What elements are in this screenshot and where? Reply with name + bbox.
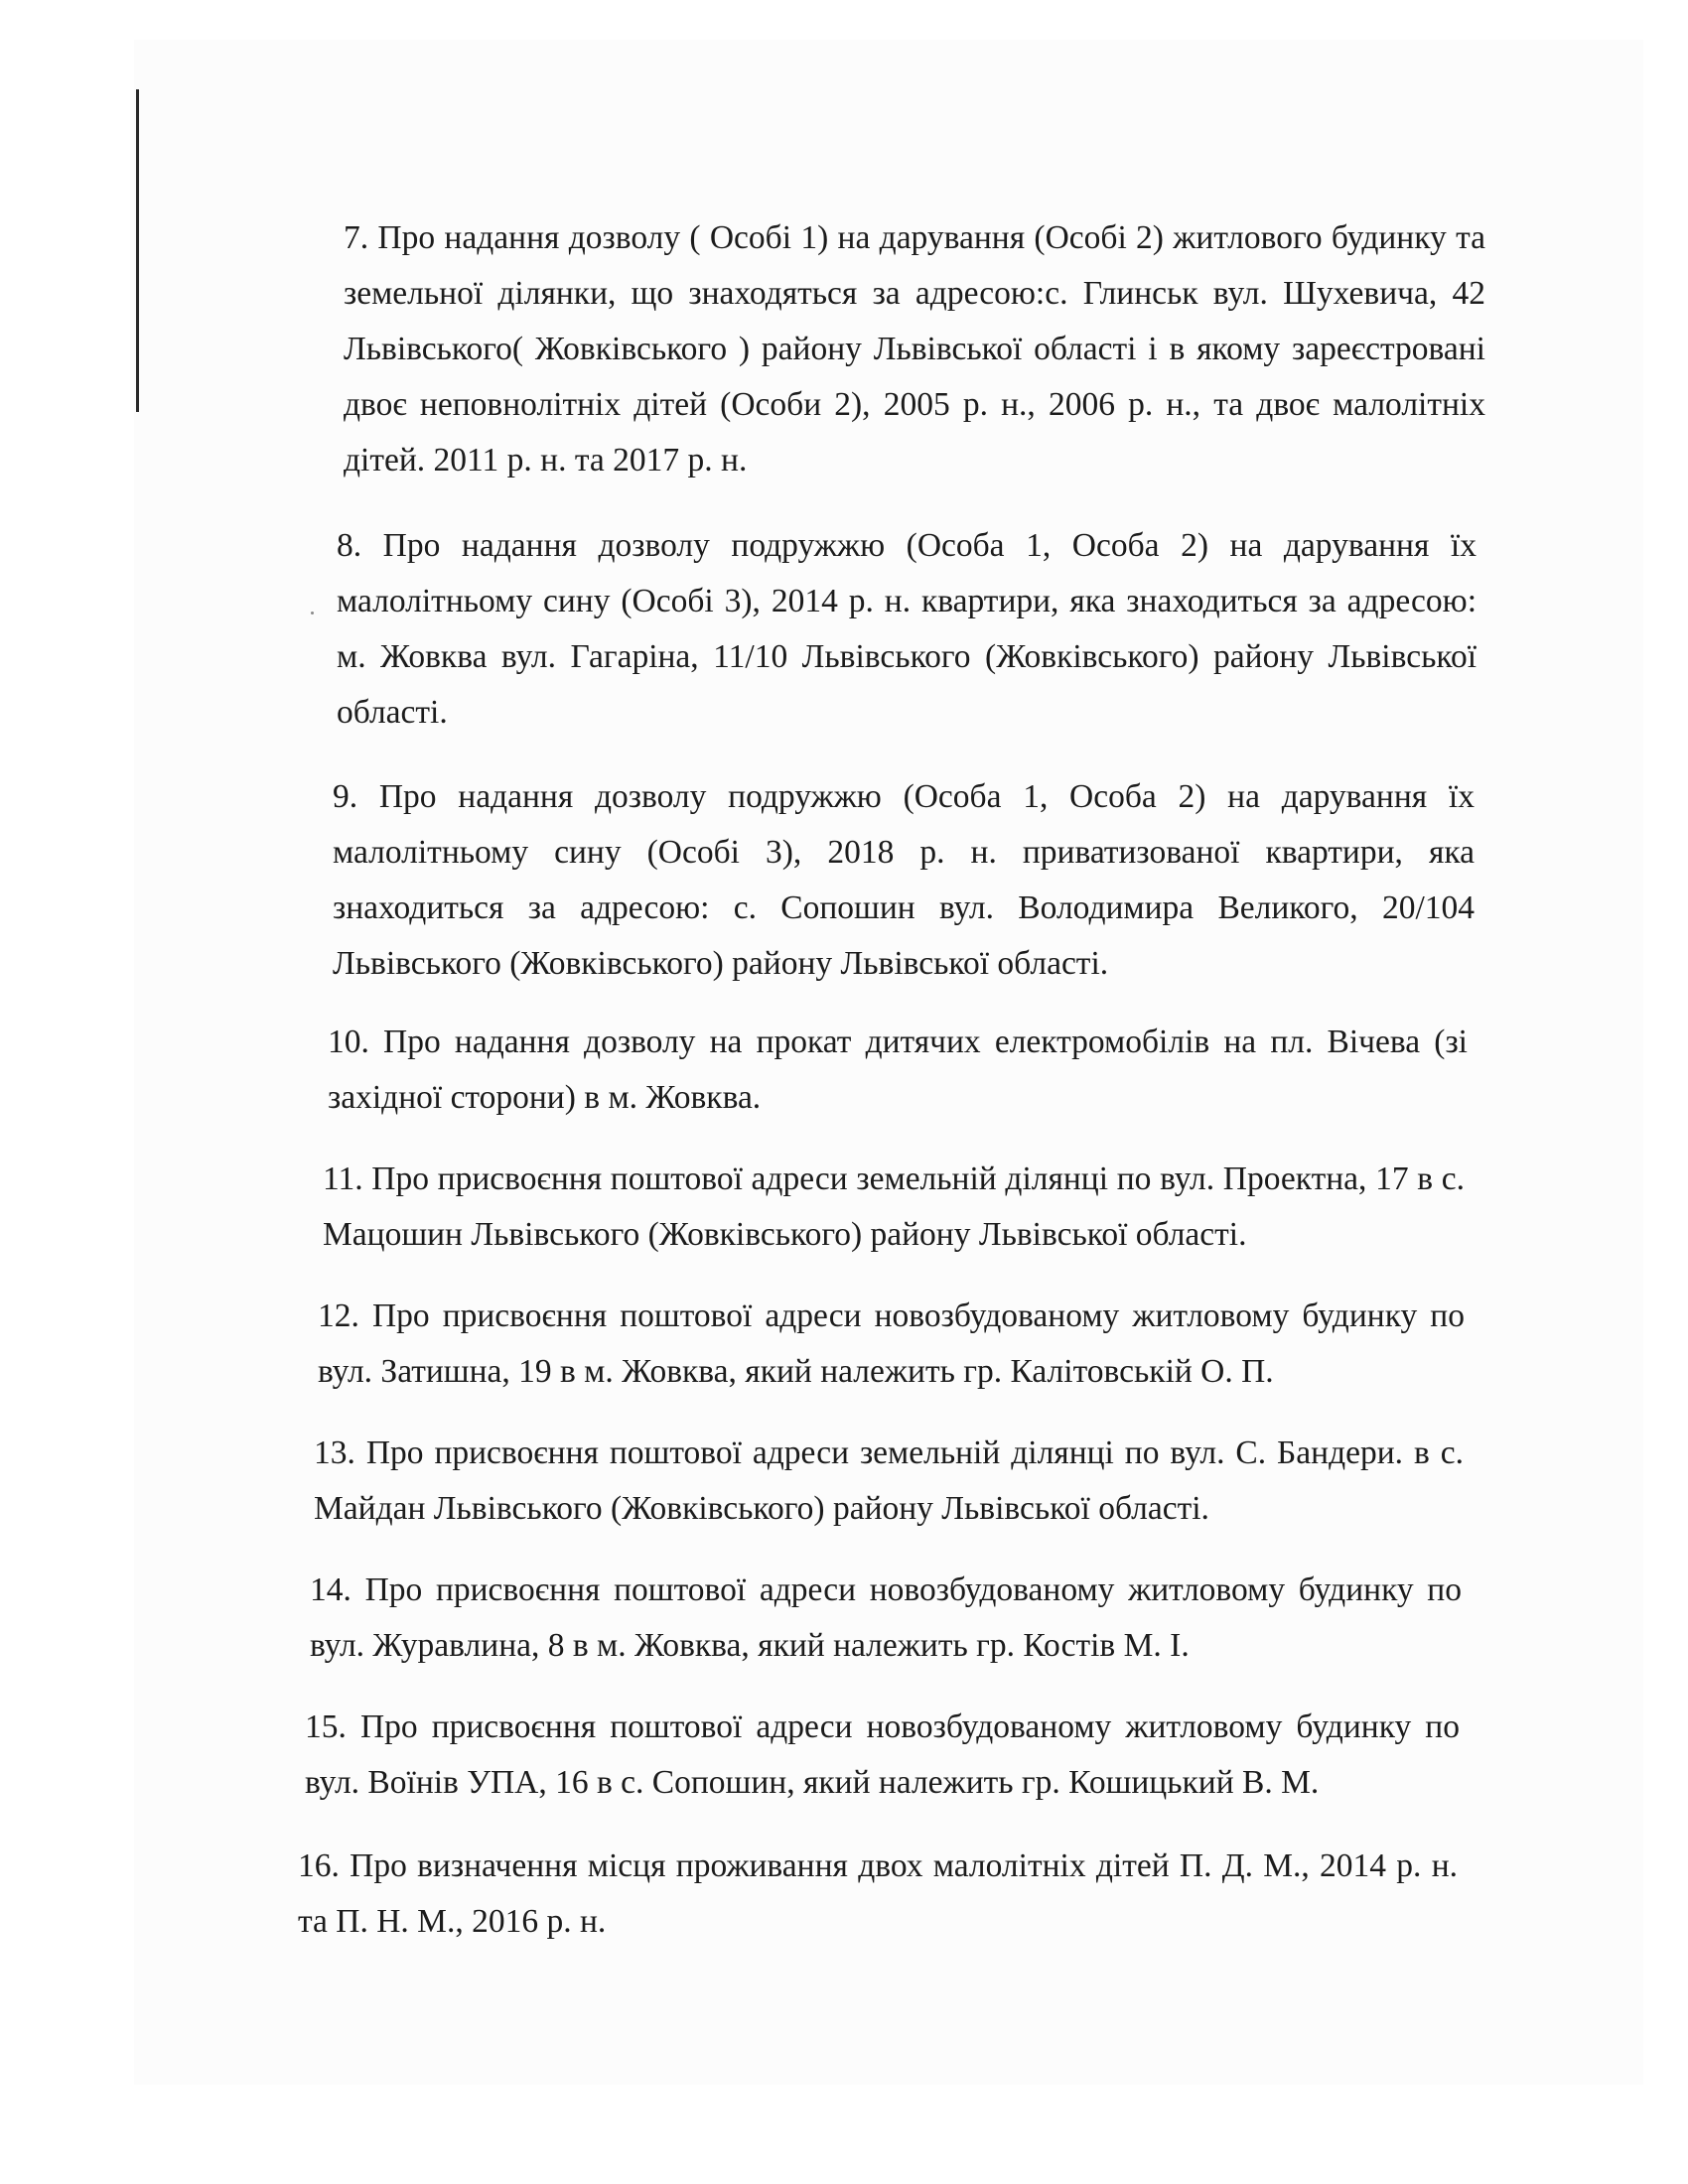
agenda-item-9: 9. Про надання дозволу подружжю (Особа 1, Особа 2) на дарування їх малолітньому сину (Особі 3), 2018 р. н. приватизованої квартири, яка знаходиться за адресою: с. Сопошин вул. Володимира Великого, 20/104 Львівського (Жовківського) району Львівської області. xyxy=(333,778,1475,982)
agenda-item-14: 14. Про присвоєння поштової адреси новозбудованому житловому будинку по вул. Журавлина, 8 в м. Жовква, який належить гр. Костів М. І. xyxy=(310,1571,1462,1664)
agenda-item-10: 10. Про надання дозволу на прокат дитячих електромобілів на пл. Вічева (зі західної сторони) в м. Жовква. xyxy=(328,1024,1468,1116)
agenda-item-16: 16. Про визначення місця проживання двох малолітніх дітей П. Д. М., 2014 р. н. та П. Н. М., 2016 р. н. xyxy=(298,1847,1458,1940)
scan-speck xyxy=(311,612,314,614)
agenda-item-15: 15. Про присвоєння поштової адреси новозбудованому житловому будинку по вул. Воїнів УПА, 16 в с. Сопошин, який належить гр. Кошицький В. М. xyxy=(305,1708,1460,1801)
agenda-item-8: 8. Про надання дозволу подружжю (Особа 1, Особа 2) на дарування їх малолітньому сину (Особі 3), 2014 р. н. квартири, яка знаходиться за адресою: м. Жовква вул. Гагаріна, 11/10 Львівського (Жовківського) району Львівської області. xyxy=(337,527,1477,731)
agenda-item-11: 11. Про присвоєння поштової адреси земельній ділянці по вул. Проектна, 17 в с. Мацошин Львівського (Жовківського) району Львівської області. xyxy=(323,1160,1465,1253)
agenda-item-13: 13. Про присвоєння поштової адреси земельній ділянці по вул. С. Бандери. в с. Майдан Львівського (Жовківського) району Львівської області. xyxy=(314,1434,1464,1527)
agenda-item-12: 12. Про присвоєння поштової адреси новозбудованому житловому будинку по вул. Затишна, 19 в м. Жовква, який належить гр. Калітовській О. П. xyxy=(318,1297,1465,1390)
agenda-item-7: 7. Про надання дозволу ( Особі 1) на дарування (Особі 2) житлового будинку та земельної ділянки, що знаходяться за адресою:с. Глинськ вул. Шухевича, 42 Львівського( Жовківського ) району Львівської області і в якому зареєстровані двоє неповнолітніх дітей (Особи 2), 2005 р. н., 2006 р. н., та двоє малолітніх дітей. 2011 р. н. та 2017 р. н. xyxy=(344,219,1485,478)
margin-rule xyxy=(136,89,139,412)
